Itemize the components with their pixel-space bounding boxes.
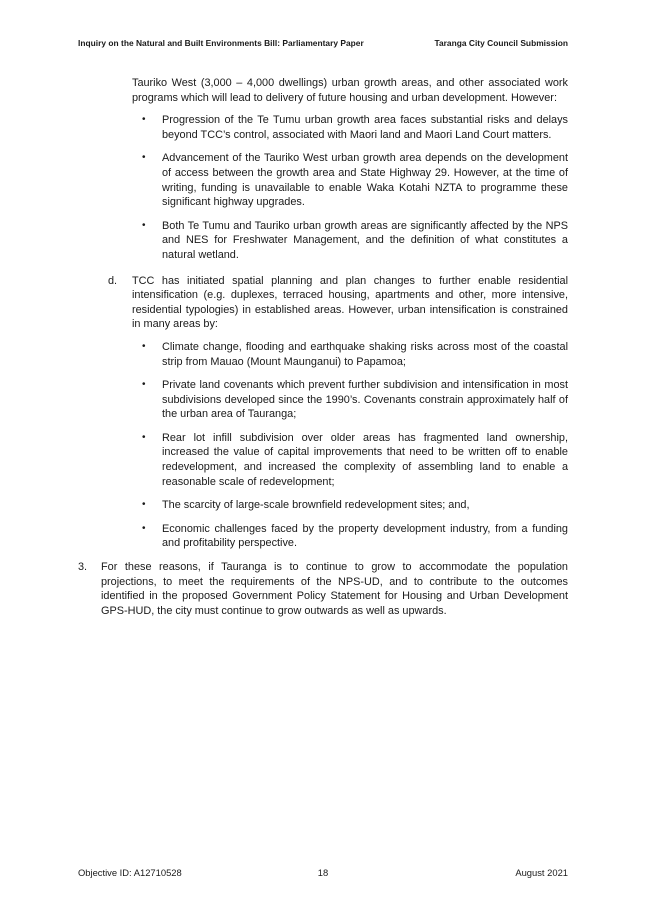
page-header xyxy=(78,38,568,48)
header-organisation: Taranga City Council Submission xyxy=(434,38,568,48)
bullet-list-d xyxy=(78,340,568,551)
list-item xyxy=(78,151,568,209)
list-item xyxy=(78,219,568,263)
list-item xyxy=(78,498,568,513)
list-item-text: The scarcity of large-scale brownfield redevelopment sites; and, xyxy=(162,499,470,512)
paragraph-number: 3. xyxy=(78,561,88,574)
page-footer xyxy=(78,867,568,881)
header-title: Inquiry on the Natural and Built Environments Bill: Parliamentary Paper xyxy=(78,38,364,48)
list-item-text: Climate change, flooding and earthquake shaking risks across most of the coastal strip from Mauao (Mount Maunganui) to Papamoa; xyxy=(162,340,568,368)
intro-paragraph: Tauriko West (3,000 – 4,000 dwellings) urban growth areas, and other associated work programs which will lead to delivery of future housing and urban development. However: xyxy=(132,77,568,104)
paragraph-label: d. xyxy=(108,274,118,287)
bullet-icon: • xyxy=(142,219,146,231)
list-item-text: Advancement of the Tauriko West urban growth area depends on the development of access between the growth area and State Highway 29. However, at the time of writing, funding is unavailable to enable Waka Kotahi NZTA to programme these significant highway upgrades. xyxy=(162,152,568,209)
list-item-text: Economic challenges faced by the property development industry, from a funding and profitability perspective. xyxy=(162,522,568,550)
list-item-text: Private land covenants which prevent further subdivision and intensification in most subdivisions developed since the 1990’s. Covenants constrain approximately half of the urban area of Tauranga; xyxy=(162,379,568,421)
paragraph-text: For these reasons, if Tauranga is to continue to grow to accommodate the population projections, to meet the requirements of the NPS-UD, and to contribute to the outcomes identified in the proposed Government Policy Statement for Housing and Urban Development GPS-HUD, the city must continue to grow outwards as well as upwards. xyxy=(101,561,568,617)
list-item xyxy=(78,340,568,369)
document-date: August 2021 xyxy=(515,867,568,878)
page-number: 18 xyxy=(317,867,329,878)
bullet-icon: • xyxy=(142,431,146,443)
paragraph-3 xyxy=(78,560,568,618)
bullet-icon: • xyxy=(142,379,146,391)
list-item xyxy=(78,113,568,142)
list-item-text: Rear lot infill subdivision over older areas has fragmented land ownership, increased the value of capital improvements that need to be written off to enable redevelopment, and increased the complexity of assembling land to enable a reasonable scale of redevelopment; xyxy=(162,431,568,488)
objective-id: Objective ID: A12710528 xyxy=(78,867,182,878)
bullet-icon: • xyxy=(142,340,146,352)
list-item xyxy=(78,522,568,551)
list-item xyxy=(78,431,568,489)
bullet-list-c xyxy=(78,113,568,262)
list-item-text: Progression of the Te Tumu urban growth area faces substantial risks and delays beyond TCC’s control, associated with Maori land and Maori Land Court matters. xyxy=(162,114,568,141)
page-body xyxy=(78,76,568,618)
paragraph-d xyxy=(78,274,568,332)
bullet-icon: • xyxy=(142,499,146,511)
list-item xyxy=(78,378,568,422)
list-item-text: Both Te Tumu and Tauriko urban growth areas are significantly affected by the NPS and NES for Freshwater Management, and the definition of what constitutes a natural wetland. xyxy=(162,219,568,261)
bullet-icon: • xyxy=(142,522,146,534)
paragraph-text: TCC has initiated spatial planning and plan changes to further enable residential intensification (e.g. duplexes, terraced housing, apartments and other, more intensive, residential typologies) in established areas. However, urban intensification is constrained in many areas by: xyxy=(132,274,568,331)
bullet-icon: • xyxy=(142,152,146,164)
bullet-icon: • xyxy=(142,114,146,126)
